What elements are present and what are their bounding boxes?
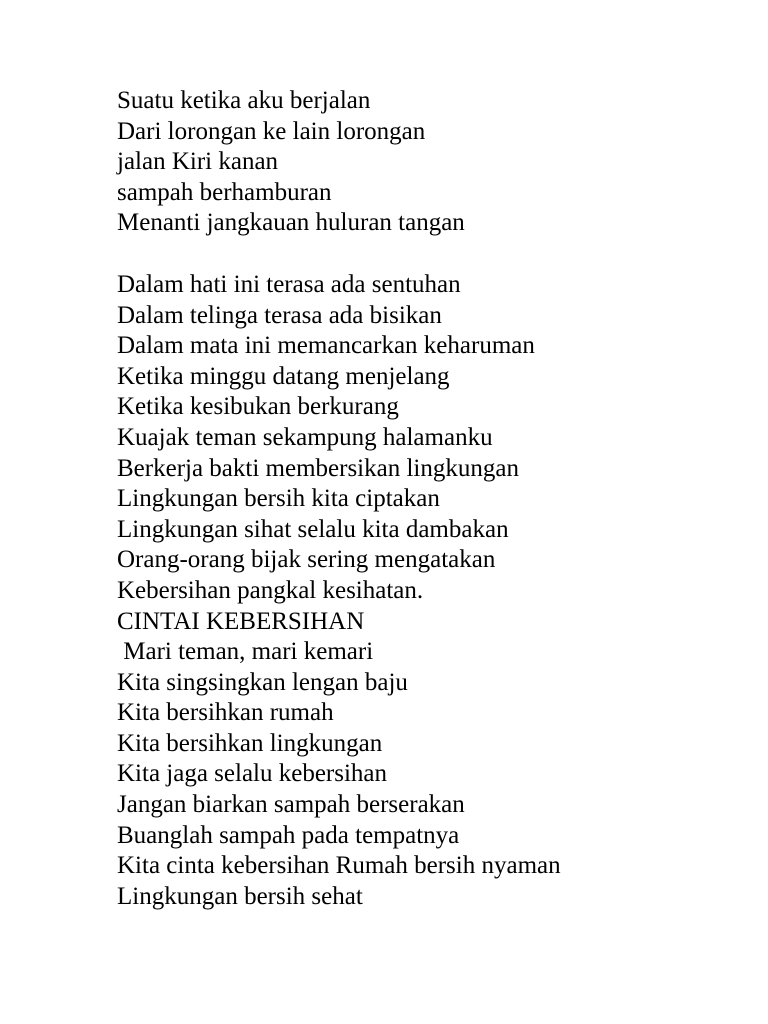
poem-line: Ketika minggu datang menjelang [117, 362, 450, 390]
poem-line: Kita bersihkan rumah [117, 699, 334, 727]
poem-line: Kuajak teman sekampung halamanku [117, 423, 493, 451]
poem-line: jalan Kiri kanan [117, 148, 279, 176]
poem-heading: CINTAI KEBERSIHAN [117, 607, 365, 635]
poem-line: Kita jaga selalu kebersihan [117, 760, 388, 788]
stanza-2 [117, 270, 737, 912]
poem-line: sampah berhamburan [117, 178, 332, 206]
poem-line: Buanglah sampah pada tempatnya [117, 821, 460, 849]
poem-line: Berkerja bakti membersikan lingkungan [117, 454, 519, 482]
poem-line: Menanti jangkauan huluran tangan [117, 209, 465, 237]
poem-line: Kita singsingkan lengan baju [117, 668, 408, 696]
poem-line: Lingkungan bersih sehat [117, 882, 363, 910]
poem-line: Suatu ketika aku berjalan [117, 87, 371, 114]
poem-line: Kebersihan pangkal kesihatan. [117, 576, 424, 604]
poem-line: Kita bersihkan lingkungan [117, 729, 383, 757]
stanza-divider [117, 239, 737, 270]
poem-line: Kita cinta kebersihan Rumah bersih nyaman [117, 852, 561, 880]
poem-text [117, 86, 737, 912]
poem-line: Dalam telinga terasa ada bisikan [117, 301, 442, 329]
poem-line: Lingkungan sihat selalu kita dambakan [117, 515, 509, 543]
poem-line: Dalam mata ini memancarkan keharuman [117, 332, 535, 360]
stanza-1 [117, 86, 737, 239]
poem-line: Lingkungan bersih kita ciptakan [117, 485, 440, 513]
poem-line: Jangan biarkan sampah berserakan [117, 791, 465, 819]
poem-line: Dalam hati ini terasa ada sentuhan [117, 270, 461, 298]
poem-line: Mari teman, mari kemari [117, 638, 374, 666]
poem-line: Dari lorongan ke lain lorongan [117, 117, 426, 145]
poem-line: Orang-orang bijak sering mengatakan [117, 546, 496, 574]
poem-line: Ketika kesibukan berkurang [117, 393, 399, 421]
